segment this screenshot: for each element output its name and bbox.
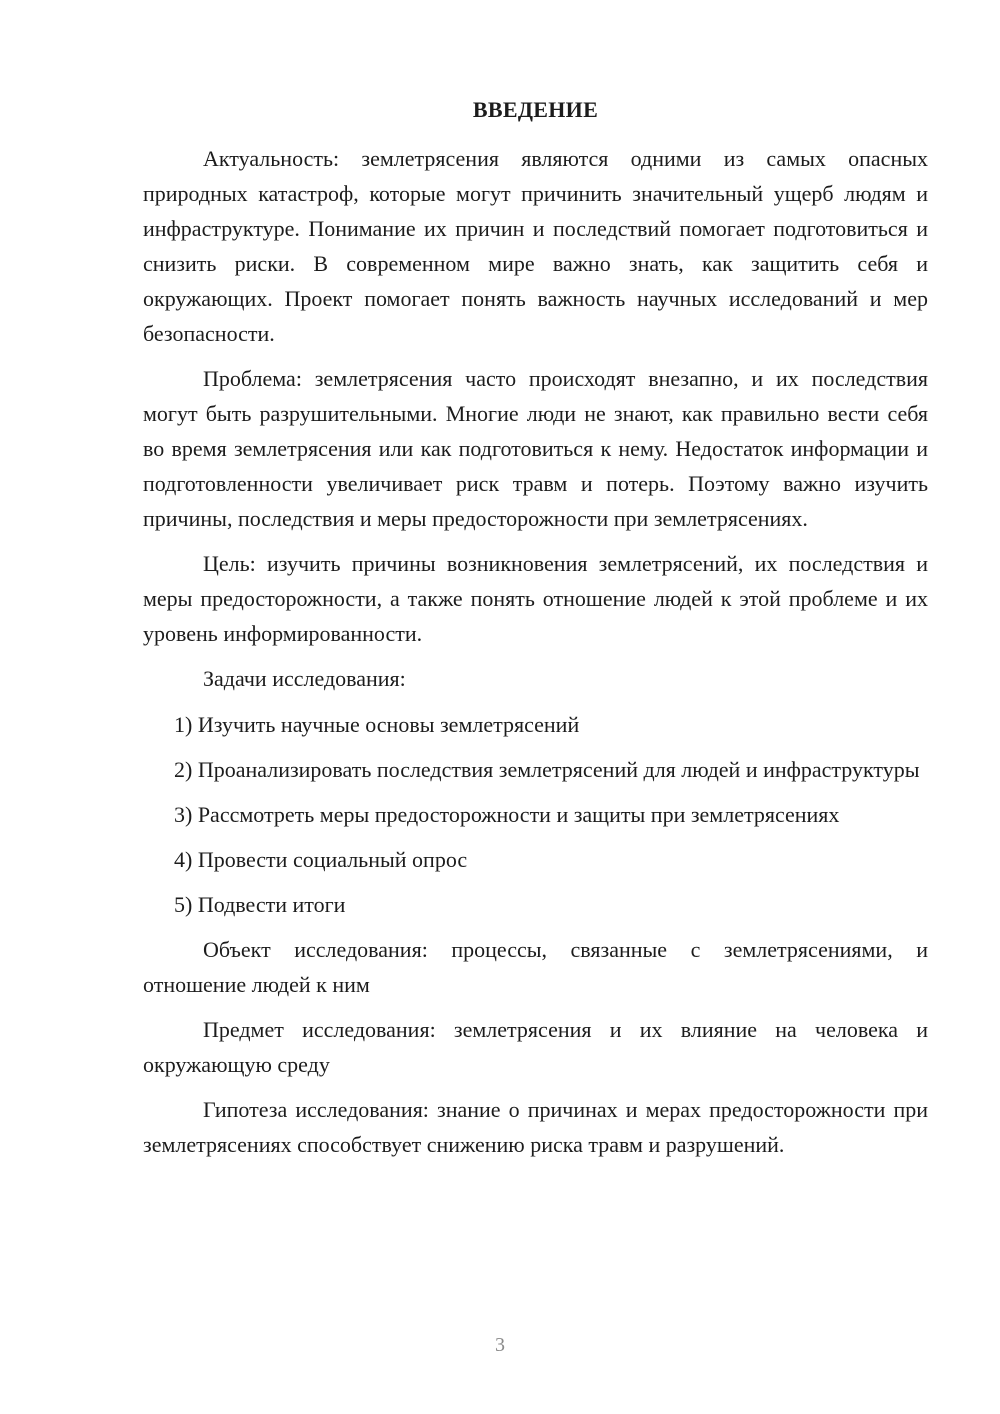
task-item-4: 4) Провести социальный опрос — [174, 847, 468, 872]
page-number: 3 — [495, 1334, 505, 1356]
task-item-3: 3) Рассмотреть меры предосторожности и защиты при землетрясениях — [174, 802, 840, 827]
task-item-1: 1) Изучить научные основы землетрясений — [174, 712, 580, 737]
paragraph-relevance: Актуальность: землетрясения являются одними из самых опасных природных катастроф, которые могут причинить значительный ущерб людям и инфраструктуре. Понимание их причин и последствий помогает подготовиться и снизить риски. В современном мире важно знать, как защитить себя и окружающих. Проект помогает понять важность научных исследований и мер безопасности. — [143, 146, 928, 346]
paragraph-goal: Цель: изучить причины возникновения землетрясений, их последствия и меры предосторожности, а также понять отношение людей к этой проблеме и их уровень информированности. — [143, 551, 928, 646]
tasks-list — [143, 707, 928, 922]
paragraph-object: Объект исследования: процессы, связанные с землетрясениями, и отношение людей к ним — [143, 937, 928, 997]
section-title: ВВЕДЕНИЕ — [472, 97, 599, 122]
tasks-heading: Задачи исследования: — [203, 666, 406, 691]
paragraph-subject: Предмет исследования: землетрясения и их влияние на человека и окружающую среду — [143, 1017, 928, 1077]
document-page — [143, 94, 928, 1172]
paragraph-problem: Проблема: землетрясения часто происходят внезапно, и их последствия могут быть разрушительными. Многие люди не знают, как правильно вести себя во время землетрясения или как подготовиться к нему. Недостаток информации и подготовленности увеличивает риск травм и потерь. Поэтому важно изучить причины, последствия и меры предосторожности при землетрясениях. — [143, 366, 928, 531]
task-item-5: 5) Подвести итоги — [174, 892, 346, 917]
task-item-2: 2) Проанализировать последствия землетрясений для людей и инфраструктуры — [174, 757, 920, 782]
paragraph-hypothesis: Гипотеза исследования: знание о причинах и мерах предосторожности при землетрясениях способствует снижению риска травм и разрушений. — [143, 1097, 928, 1157]
